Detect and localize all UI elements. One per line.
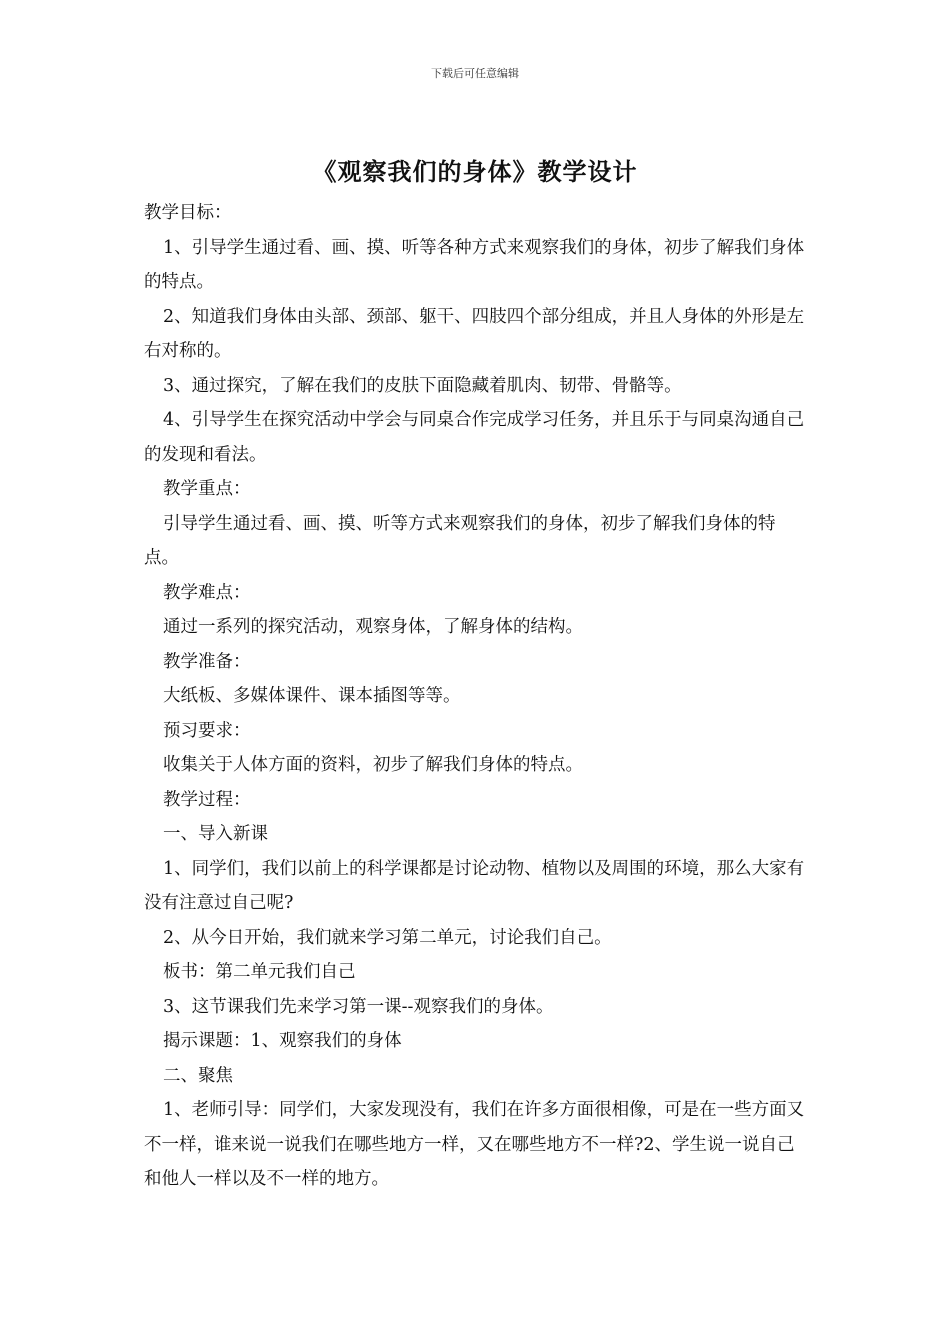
- section-heading-preparation: 教学准备：: [163, 651, 251, 672]
- paragraph: 揭示课题：1、观察我们的身体: [163, 1031, 402, 1051]
- paragraph: 3、这节课我们先来学习第一课--观察我们的身体。: [163, 996, 554, 1017]
- paragraph: 通过一系列的探究活动，观察身体，了解身体的结构。: [163, 617, 583, 637]
- subsection-heading-intro: 一、导入新课: [163, 824, 268, 844]
- paragraph: 大纸板、多媒体课件、课本插图等等。: [163, 686, 461, 706]
- paragraph: 4、引导学生在探究活动中学会与同桌合作完成学习任务，并且乐于与同桌沟通自己的发现和看法。: [144, 410, 805, 465]
- paragraph: 板书：第二单元我们自己: [163, 962, 356, 982]
- paragraph: 1、同学们，我们以前上的科学课都是讨论动物、植物以及周围的环境，那么大家有没有注意过自己呢?: [144, 858, 805, 913]
- section-heading-key-points: 教学重点：: [163, 479, 251, 499]
- paragraph: 2、知道我们身体由头部、颈部、躯干、四肢四个部分组成，并且人身体的外形是左右对称的。: [144, 306, 805, 361]
- document-title: 《观察我们的身体》教学设计: [312, 157, 638, 186]
- section-heading-objectives: 教学目标：: [144, 203, 232, 223]
- subsection-heading-focus: 二、聚焦: [163, 1065, 233, 1086]
- section-heading-difficulties: 教学难点：: [163, 582, 251, 603]
- paragraph: 1、引导学生通过看、画、摸、听等各种方式来观察我们的身体，初步了解我们身体的特点。: [144, 237, 805, 292]
- paragraph: 收集关于人体方面的资料，初步了解我们身体的特点。: [163, 755, 583, 775]
- paragraph: 1、老师引导：同学们，大家发现没有，我们在许多方面很相像，可是在一些方面又不一样，谁来说一说我们在哪些地方一样，又在哪些地方不一样?2、学生说一说自己和他人一样以及不一样的地方。: [144, 1100, 805, 1189]
- section-heading-preview: 预习要求：: [163, 720, 251, 741]
- paragraph: 2、从今日开始，我们就来学习第二单元，讨论我们自己。: [163, 927, 612, 948]
- section-heading-process: 教学过程：: [163, 789, 251, 810]
- paragraph: 3、通过探究，了解在我们的皮肤下面隐藏着肌肉、韧带、骨骼等。: [163, 375, 682, 396]
- page-header-note: 下载后可任意编辑: [431, 67, 519, 80]
- document-body: [144, 196, 808, 1197]
- paragraph: 引导学生通过看、画、摸、听等方式来观察我们的身体，初步了解我们身体的特点。: [144, 513, 776, 568]
